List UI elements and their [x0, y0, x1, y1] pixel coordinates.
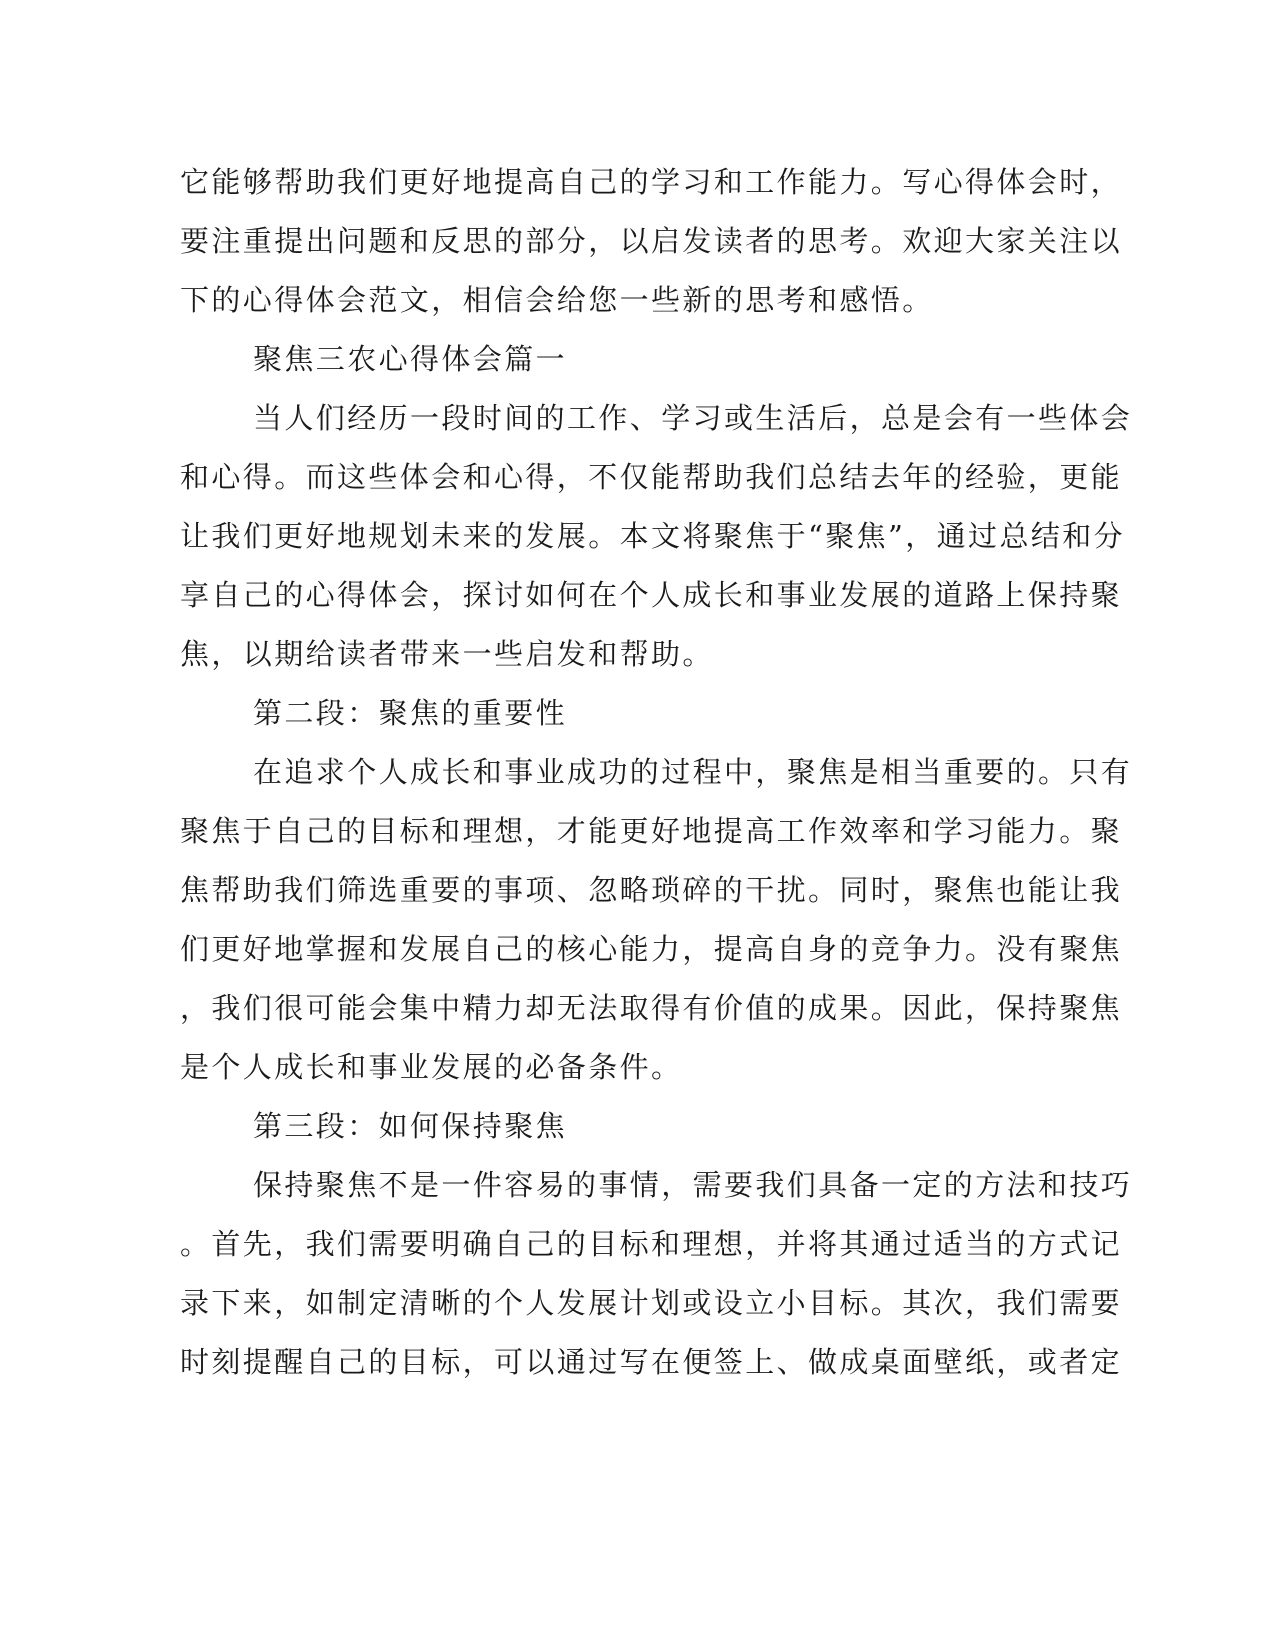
text-line: 时刻提醒自己的目标，可以通过写在便签上、做成桌面壁纸，或者定	[180, 1345, 1123, 1379]
text-line: 焦帮助我们筛选重要的事项、忽略琐碎的干扰。同时，聚焦也能让我	[180, 873, 1123, 907]
text-line: 们更好地掌握和发展自己的核心能力，提高自身的竞争力。没有聚焦	[180, 932, 1123, 966]
text-line: ，我们很可能会集中精力却无法取得有价值的成果。因此，保持聚焦	[180, 991, 1123, 1025]
text-line: 当人们经历一段时间的工作、学习或生活后，总是会有一些体会	[253, 401, 1133, 435]
text-line: 让我们更好地规划未来的发展。本文将聚焦于“聚焦”，通过总结和分	[180, 519, 1126, 553]
text-line: 和心得。而这些体会和心得，不仅能帮助我们总结去年的经验，更能	[180, 460, 1123, 494]
text-line: 在追求个人成长和事业成功的过程中，聚焦是相当重要的。只有	[253, 755, 1133, 789]
text-line: 享自己的心得体会，探讨如何在个人成长和事业发展的道路上保持聚	[180, 578, 1123, 612]
section-heading: 聚焦三农心得体会篇一	[253, 342, 568, 376]
section-heading: 第二段：聚焦的重要性	[253, 696, 568, 730]
text-line: 它能够帮助我们更好地提高自己的学习和工作能力。写心得体会时，	[180, 165, 1123, 199]
text-line: 要注重提出问题和反思的部分，以启发读者的思考。欢迎大家关注以	[180, 224, 1123, 258]
text-line: 。首先，我们需要明确自己的目标和理想，并将其通过适当的方式记	[180, 1227, 1123, 1261]
text-line: 保持聚焦不是一件容易的事情，需要我们具备一定的方法和技巧	[253, 1168, 1133, 1202]
section-heading: 第三段：如何保持聚焦	[253, 1109, 568, 1143]
text-line: 是个人成长和事业发展的必备条件。	[180, 1050, 683, 1084]
text-line: 聚焦于自己的目标和理想，才能更好地提高工作效率和学习能力。聚	[180, 814, 1123, 848]
text-line: 下的心得体会范文，相信会给您一些新的思考和感悟。	[180, 283, 934, 317]
text-line: 焦，以期给读者带来一些启发和帮助。	[180, 637, 714, 671]
text-line: 录下来，如制定清晰的个人发展计划或设立小目标。其次，我们需要	[180, 1286, 1123, 1320]
